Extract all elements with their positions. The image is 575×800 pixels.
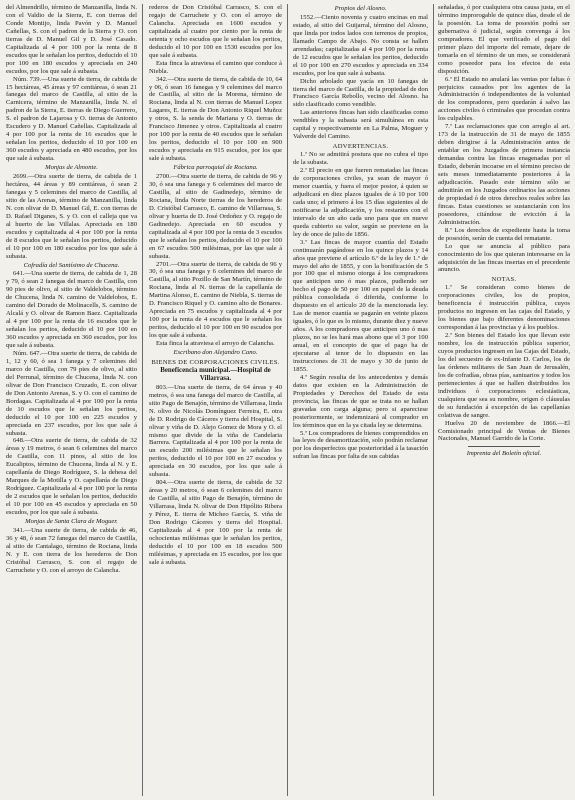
paragraph: Dicho arbolado que yacía en 10 fanegas de tierra del marco de Castilla, de la propiedad de don Francisco García Rebollo, vecino del Alosno. ha sido clasificado como vendible. bbox=[293, 77, 428, 109]
paragraph: 648.—Otra suerte de tierra, de cabida de 32 áreas y 19 metros, ó sean 6 celemines del marco de Castilla, con 11 pinos, al sitio de los Eucaliptos, término de Chucena, linda al N. y E. capellanía de Diego Rodríguez, S. la dehesa del Marques de la Motilla y O. capellanía de Diego Rodríguez. Capitalizada al 4 por 100 por la renta de 2 escudos que le señalan los peritos, deducido el 10 por 100 en 45 escudos y apreciada en 50 escudos, por los que sale á subasta. bbox=[6, 437, 137, 517]
section-heading: Escribano don Alejandro Cano. bbox=[173, 348, 258, 356]
paragraph: 6.ª El Estado no anulará las ventas por faltas ó perjuicios causados por los agentes de la Administración ó independientes de la voluntad de los compradores, pero quedarán á salvo las acciones civiles ó criminales que procedan contra los culpables. bbox=[438, 75, 570, 123]
column-1 bbox=[6, 4, 137, 796]
paragraph: del Almendrillo, término de Manzanilla, linda N. con el Valdio de la Sierra, E. con tierras del Conde Montijo, linda Pavón y D. Manuel Cañellas, S. con el padron de la Sierra y O. con tierras de D. Manuel Gil y D. José Casado. Capitalizada al 4 por 100 por la renta de 8 escudos que le señalan los peritos, deducido el 10 por 100 en 180 escudos y apreciada en 240 escudos, por los que sale á subasta. bbox=[6, 4, 137, 75]
column-2 bbox=[149, 4, 282, 796]
paragraph: Núm. 739.—Una suerte de tierra, de cabida de 15 hectáreas, 45 áreas y 97 centiáreas, ó sean 21 fanegas del marco de Castilla, al sitio de la Carnicera, término de Manzanilla, linda N. el padron de la Sierra, E. tierras de Diego Guerrero, S. el padron de Lajarosa y O. tierras de Antonio Escudero y D. Manuel Cañellas. Capitalizada al 4 por 100 por la renta de 16 escudos que le señalan los peritos, deducido el 10 por 100 en 360 escudos y apreciada en 480 escudos, por los que sale á subasta. bbox=[6, 75, 137, 163]
paragraph: 2.ª Son bienes del Estado los que llevan este nombre, los de instrucción pública superior, cuyos productos ingresen en las Cajas del Estado, los del secuestro de ex-Infante D. Carlos, los de las órdenes militares de San Juan de Jerusalén, los de cofradías, obras pías, santuarios y todos los pertenecientes á que se hallen distribuidos los individuos ó corporaciones eclesiásticas, cualquiera que sea su nombre, origen ó cláusulas de su fundación á excepción de las capellanías colativas de sangre. bbox=[438, 332, 570, 419]
paragraph: 803.—Una suerte de tierra, de 64 áreas y 40 metros, ó sea una fanega del marco de Castilla, al sitio Pago de Benajón, término de Villarrasa, linda N. olivo de Nicolás Domínguez Ferreira, E. otra de D. Rodrigo de Cáceres y tierra del Hospital, S. olivar y viña de D. Alejo Gomez de Mora y O. el mismo que divide de la viña de Candelaria Barrera. Capitalizada al 4 por 100 por la renta de un escudo 200 milésimas que le señalan los peritos, deducido el 10 por 100 en 27 escudos y apreciada en 30 escudos, por los que sale á subasta. bbox=[149, 383, 282, 479]
section-title: BIENES DE CORPORACIONES CIVILES. bbox=[151, 358, 280, 366]
section-heading: Monjas de Santa Clara de Moguer. bbox=[25, 518, 118, 525]
paragraph: 4.ª Según resulta de los antecedentes y demás datos que existen en la Administración de Propiedades y Derechos del Estado de esta provincia, las fincas de que se trata no se hallan gravadas con carga alguna; pero si apareciese posteriormente, se indemnizará al comprador en los términos que en la ya citada ley se determina. bbox=[293, 373, 428, 429]
paragraph: Esta finca la atraviesa el camino que conduce á Niebla. bbox=[149, 59, 282, 75]
column-3 bbox=[293, 4, 428, 796]
paragraph: 641.—Una suerte de tierra, de cabida de 1, 28 y 79, ó sean 2 fanegas del marco de Castilla, con 90 pies de olivo, al sitio de Valdelobos, término de Chucena, linda N. camino de Valdelobos, E. camino del Dorado de Molinacells, S. camino de Alcalá y O. olivar de Ramon Baez. Capitalizada al 4 por 100 por la renta de 16 escudos que le señalan los peritos, deducido el 10 por 100 en 360 escudos y apreciada en 360 escudos, por los que sale á subasta. bbox=[6, 270, 137, 350]
paragraph: 341.—Una suerte de tierra, de cabida de 46, 36 y 48, ó sean 72 fanegas del marco de Castilla, al sitio de Cantalago, término de Rociana, linda N. y E. con tierra de los herederos de Don Cristóbal Carrasco, S. con el regajo de Carruchete y O. con el arroyo de Calancha. bbox=[6, 526, 137, 574]
section-title: ADVERTENCIAS. bbox=[332, 143, 389, 151]
paragraph: Las anteriores fincas han sido clasificadas como vendibles y la subasta será simultánea en esta capital y respectivamente en La Palma, Moguer y Valverde del Camino. bbox=[293, 109, 428, 141]
paragraph: 1552.—Ciento noventa y cuatro encinas en mal estado, al sitio del Guijarral, término del Alosno, que linda por todos lados con terrenos de propios, llamado Campo de Abajo. No consta se hallen arrendadas; capitalizadas al 4 por 100 por la renta de 12 escudos que le señalan los peritos, deducido el 10 por 100 en 270 escudos y apreciada en 334 escudos, por los que sale á subasta. bbox=[293, 13, 428, 77]
imprint-footer: Imprenta del Boletín oficial. bbox=[466, 450, 542, 458]
paragraph: 342.—Otra suerte de tierra, de cabida de 10, 64 y 06, ó sean 16 fanegas y 9 celemines del marco de Castilla, al sitio de la Morena, término de Rociana, linda al N. con tierras de Manuel Lopez Lagares, E. tierras de Don Antonio Riquel Muñoz y otros, S. la senda de Mariana y O. tierras de Francisco Jimenez y otros. Capitalizada al cuatro por 100 por la renta de 40 escudos que le señalan los peritos, deducido el 10 por 100 en 900 escudos y apreciada en 915 escudos, por los que sale á subasta. bbox=[149, 75, 282, 163]
section-heading: Cofradía del Santísimo de Chucena. bbox=[23, 261, 120, 269]
paragraph: 5.ª Los compradores de bienes comprendidos en las leyes de desamortización, solo podrán reclamar por los desperfectos que posterioridad á la tasación sufran las fincas por falta de sus cabidas bbox=[293, 429, 428, 461]
section-subtitle: Beneficencia municipal.—Hospital de Villarrasa. bbox=[160, 366, 271, 382]
section-heading: Propios del Alosno. bbox=[334, 5, 387, 12]
paragraph: 2.ª El precio en que fueren rematadas las fincas de corporaciones civiles, ya sean de mayor ó menor cuantía, y fuera el mejor postor, á quien se adjudicará en diez plazos iguales de á 10 por 100 cada uno; el primero á los 15 días siguientes al de notificarse la adjudicación, y los restantes con el intervalo de un año cada uno para que en nueve queda cubierto su valor, según se previene en la ley de once de julio de 1856. bbox=[293, 167, 428, 238]
column-4 bbox=[438, 4, 570, 796]
column-rule bbox=[287, 4, 288, 796]
paragraph: Huelva 20 de noviembre de 1866.—El Comisionado principal de Ventas de Bienes Nacionales, Manuel Garrido de la Corte. bbox=[438, 419, 570, 443]
paragraph: 804.—Otra suerte de tierra, de cabida de 32 áreas y 20 metros, ó sean 6 celemines del marco de Castilla, al sitio Pago de Benajón, término de Villarrasa, linda N. olivar de Don Hipólito Ribera y Pérez, E. tierra de Micheo García, S. viña de Don Rodrigo Cáceres y tierra del Hospital. Capitalizada al 4 por 100 por la renta de ochocientas milésimas que le señalan los peritos, deducido el 10 por 100 en 18 escudos 500 milésimas, y apreciada en 15 escudos, por los que sale á subasta. bbox=[149, 479, 282, 566]
paragraph: 7.ª Las reclamaciones que con arreglo al art. 173 de la instrucción de 31 de mayo de 1855 deben dirigirse á la Administración antes de entablar en los Juzgados de primera instancia demandas contra las fincas enagenadas por el Estado, deberán incoarse en el término preciso de seis meses inmediatamente posteriores á la adjudicación. Pasado este término sólo se admitirán en los Juzgados ordinarios las acciones de propiedad ó de otros derechos reales sobre las fincas. Estas cuestiones se sustanciarán con los poseedores, citándose de evicción á la Administración. bbox=[438, 123, 570, 226]
section-heading: Fábrica parroquial de Rociana. bbox=[173, 164, 258, 172]
section-title: NOTAS. bbox=[491, 276, 517, 284]
paragraph: 2700.—Otra suerte de tierra, de cabida de 96 y 30, ó sea una fanega y 6 celemines del marco de Castilla, al sitio de Gadinedejo, término de Rociana, linda Norte tierras de los herederos de D. Cristóbal Carrasco, E. camino de Villarrasa, S. olivar y huerta de D. José Ordoñez y O. regajo de Gadinedejo. Apreciada en 60 escudos y capitalizada al 4 por 100 por la renta de 3 escudos que le señalan los peritos, deducido el 10 por 100 en 67 escudos 500 milésimas, por las que sale á subasta. bbox=[149, 173, 282, 260]
paragraph: Lo que se anuncia al público para conocimiento de los que quieran interesarse en la adquisición de las fincas insertas en el precedente anuncio. bbox=[438, 242, 570, 274]
paragraph: rederos de Don Cristóbal Carrasco, S. con el regajo de Carruchete y O. con el arroyo de Calancha. Apreciada en 1600 escudos y capitalizada al cuatro por ciento por la renta de setenta y ocho escudos que le señalan los peritos, deducido el 10 por 100 en 1530 escudos por los que sale á subasta. bbox=[149, 4, 282, 59]
column-rule bbox=[142, 4, 143, 796]
paragraph: 2701.—Otra suerte de tierra, de cabida de 96 y 30, ó sea una fanega y 6 celemines del marco de Castilla, al sitio Pozillo de San Martín, término de Rociana, linda al N. tierras de la capellanía de Martina Alonso, E. camino de Niebla, S. tierras de D. Francisco Riquel y O. camino alto de Bonares. Apreciada en 75 escudos y capitalizada al 4 por 100 por la renta de 4 escudos que le señalan los peritos, deducido el 10 por 100 en 90 escudos por los que sale á subasta. bbox=[149, 260, 282, 340]
paragraph: 8.ª Los derechos de expediente hasta la toma de posesión, serán de cuenta del rematante. bbox=[438, 226, 570, 242]
paragraph: 3.ª Las fincas de mayor cuantía del Estado continuarán pagándose en los quince plazos y 14 años que previene el artículo 6.º de la ley de 1.º de mayo del año de 1855, y con la bonificación de 5 por 100 que el mismo otorga á los compradores que anticipen uno ó mas plazos, pudiendo ser hecho el pago de 50 por 100 en papel de la deuda pública consolidada ó diferida, conforme lo dispuesto en el artículo 20 de la mencionada ley. Las de menor cuantía se pagarán en veinte plazos iguales, ó lo que es lo mismo, durante diez y nueve años. A los compradores que anticipen uno ó mas plazos, no se les hará mas abono que el 3 por 100 anual, en el concepto de que el pago ha de ejecutarse al tenor de lo dispuesto en las instrucciones de 31 de mayo y 30 de junio de 1855. bbox=[293, 238, 428, 373]
divider bbox=[468, 446, 540, 447]
paragraph: 1.ª Se consideran como bienes de corporaciones civiles, los de propios, beneficencia é instrucción pública, cuyos productos no ingresen en las cajas del Estado, y los bienes que bajo diferentes denominaciones correspondan á las provincias y á los pueblos. bbox=[438, 284, 570, 332]
paragraph: 2699.—Otra suerte de tierra, de cabida de 1 hectárea, 44 áreas y 89 centiáreas, ó sean 2 fanegas y 5 celemines del marco de Castilla, al sitio de las Arenas, término de Manzanilla, linda N. con olivar de D. Manuel Gil, E. con tierras de D. Rafael Diganes, S. y O. con el calleja que va al huerto de las Villalas. Apreciada en 180 escudos y capitalizada al 4 por 100 por la renta de 8 escudos que le señalan los peritos, deducido el 10 por 100 en 180 escudos por los que sale á subasta. bbox=[6, 173, 137, 260]
section-heading: Monjas de Almonte. bbox=[45, 164, 98, 172]
paragraph: 1.ª No se admitirá postura que no cubra el tipo de la subasta. bbox=[293, 151, 428, 167]
paragraph: Esta finca la atraviesa el arroyo de Calancha. bbox=[156, 340, 275, 348]
paragraph: Núm. 647.—Otra suerte de tierra, de cabida de 1, 12 y 60, ó sea 1 fanega y 7 celemines del marco de Castilla, con 79 pies de olivo, al sitio del Perrunal, término de Chucena, linda N. con olivar de Don Francisco Cruzado, E. con olivar de Don Antonio Arenas, S. y O. con el camino de Bordagas. Capitalizada al 4 por 100 por la renta de 10 escudos que le señalan los peritos, deducido el 10 por 100 en 225 escudos y apreciada en 237 escudos, por los que sale á subasta. bbox=[6, 349, 137, 437]
paragraph: señaladas, ó por cualquiera otra causa justa, en el término improrogable de quince días, desde el de la posesión. La toma de posesión podrá ser gubernativa ó judicial, según convenga á los compradores. El que verificado el pago del primer plazo del importe del remate, dejare de tomarla en el término de un mes, se considerará como poseedor para los efectos de esta disposición. bbox=[438, 4, 570, 75]
column-rule bbox=[433, 4, 434, 796]
